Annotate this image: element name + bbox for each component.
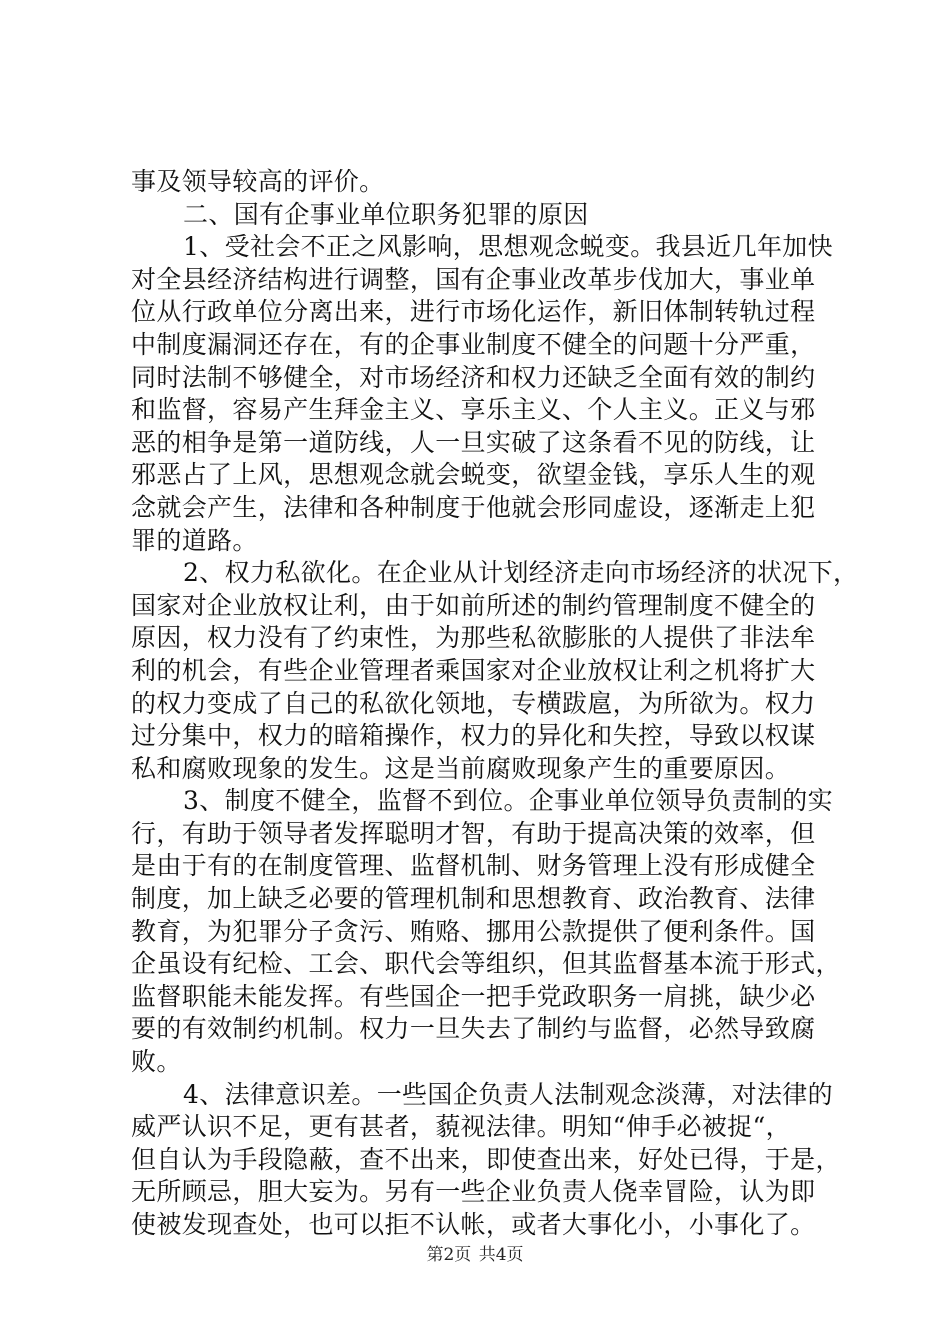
text-line: 2、权力私欲化。在企业从计划经济走向市场经济的状况下， xyxy=(183,558,859,588)
text-line: 和监督，容易产生拜金主义、享乐主义、个人主义。正义与邪 xyxy=(131,395,816,425)
text-line: 1、受社会不正之风影响，思想观念蜕变。我县近几年加快 xyxy=(183,232,834,262)
text-line: 的权力变成了自己的私欲化领地，专横跋扈，为所欲为。权力 xyxy=(131,688,816,718)
text-line: 制度，加上缺乏必要的管理机制和思想教育、政治教育、法律 xyxy=(131,884,816,914)
text-line: 无所顾忌，胆大妄为。另有一些企业负责人侥幸冒险，认为即 xyxy=(131,1177,816,1207)
text-line: 原因，权力没有了约束性，为那些私欲膨胀的人提供了非法牟 xyxy=(131,623,816,653)
text-line: 同时法制不够健全，对市场经济和权力还缺乏全面有效的制约 xyxy=(131,362,816,392)
text-line: 威严认识不足，更有甚者，藐视法律。明知“伸手必被捉“， xyxy=(131,1112,792,1142)
text-line: 邪恶占了上风，思想观念就会蜕变，欲望金钱，享乐人生的观 xyxy=(131,460,816,490)
text-line: 是由于有的在制度管理、监督机制、财务管理上没有形成健全 xyxy=(131,851,816,881)
text-line: 监督职能未能发挥。有些国企一把手党政职务一肩挑，缺少必 xyxy=(131,981,816,1011)
text-line: 事及领导较高的评价。 xyxy=(131,167,385,196)
text-line: 使被发现查处，也可以拒不认帐，或者大事化小，小事化了。 xyxy=(131,1210,816,1239)
page-footer xyxy=(0,1240,950,1265)
page-total: 共4页 xyxy=(478,1245,524,1265)
text-line: 败。 xyxy=(131,1047,182,1077)
text-line: 二、国有企事业单位职务犯罪的原因 xyxy=(183,199,589,229)
text-line: 但自认为手段隐蔽，查不出来，即使查出来，好处已得，于是， xyxy=(131,1144,841,1174)
text-line: 恶的相争是第一道防线，人一旦实破了这条看不见的防线，让 xyxy=(131,427,816,457)
text-line: 国家对企业放权让利，由于如前所述的制约管理制度不健全的 xyxy=(131,590,816,620)
text-line: 教育，为犯罪分子贪污、贿赂、挪用公款提供了便利条件。国 xyxy=(131,916,816,946)
text-line: 中制度漏洞还存在，有的企事业制度不健全的问题十分严重， xyxy=(131,329,816,359)
text-line: 念就会产生，法律和各种制度于他就会形同虚设，逐渐走上犯 xyxy=(131,492,816,522)
text-line: 对全县经济结构进行调整，国有企事业改革步伐加大，事业单 xyxy=(131,264,816,294)
text-line: 3、制度不健全，监督不到位。企事业单位领导负责制的实 xyxy=(183,786,834,816)
text-line: 私和腐败现象的发生。这是当前腐败现象产生的重要原因。 xyxy=(131,753,791,783)
text-line: 要的有效制约机制。权力一旦失去了制约与监督，必然导致腐 xyxy=(131,1014,816,1044)
text-line: 企虽设有纪检、工会、职代会等组织，但其监督基本流于形式， xyxy=(131,949,841,979)
text-line: 利的机会，有些企业管理者乘国家对企业放权让利之机将扩大 xyxy=(131,655,816,685)
text-line: 罪的道路。 xyxy=(131,525,258,555)
text-line: 过分集中，权力的暗箱操作，权力的异化和失控，导致以权谋 xyxy=(131,721,816,751)
page-number: 第2页 xyxy=(426,1245,472,1265)
text-line: 行，有助于领导者发挥聪明才智，有助于提高决策的效率，但 xyxy=(131,818,816,848)
document-body xyxy=(131,166,859,1242)
text-line: 4、法律意识差。一些国企负责人法制观念淡薄，对法律的 xyxy=(183,1079,834,1109)
text-line: 位从行政单位分离出来，进行市场化运作，新旧体制转轨过程 xyxy=(131,297,816,327)
